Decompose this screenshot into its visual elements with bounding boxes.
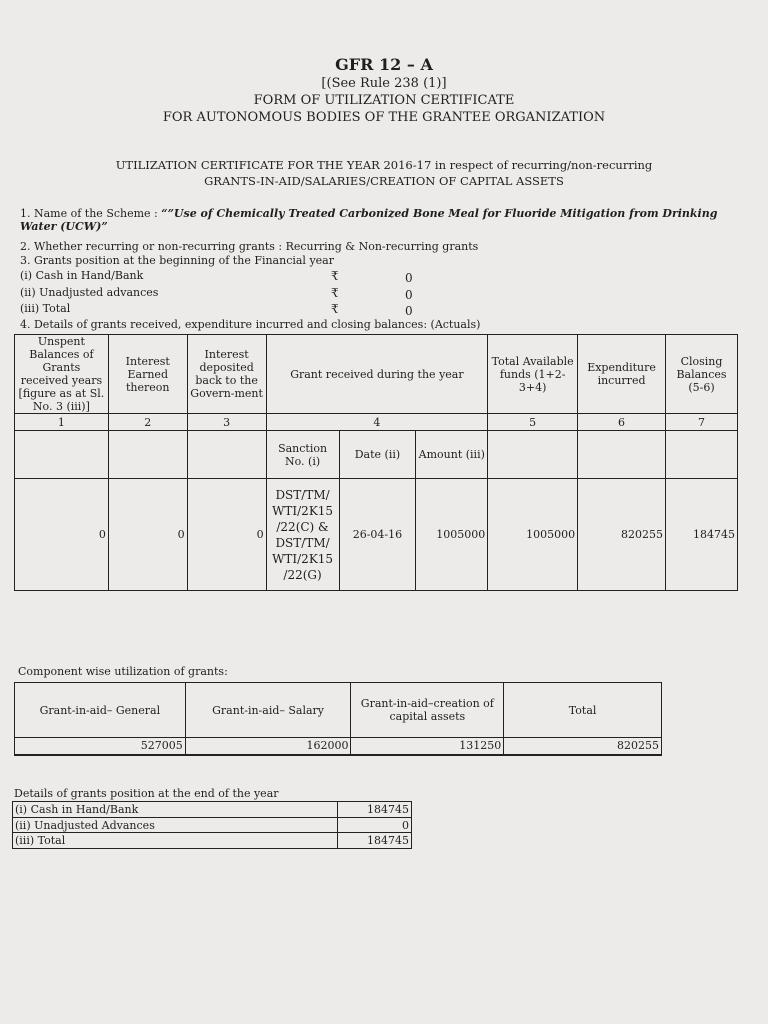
scheme-name-2: Water (UCW)” (20, 220, 108, 233)
col-number: 5 (488, 414, 578, 431)
total-value: 820255 (504, 738, 662, 755)
empty-cell (187, 431, 266, 479)
component-table (14, 682, 662, 756)
header-grant-received: Grant received during the year (266, 335, 488, 414)
empty-cell (666, 431, 738, 479)
header-interest-deposited: Interest deposited back to the Govern-ment (187, 335, 266, 414)
end-cash-label: (i) Cash in Hand/Bank (13, 802, 338, 818)
table-row (13, 802, 412, 818)
empty-cell (108, 431, 187, 479)
position-begin-label: 3. Grants position at the beginning of the Financial year (20, 254, 334, 267)
scheme-line (20, 207, 717, 220)
header-salary: Grant-in-aid– Salary (185, 683, 351, 738)
rupee-icon: ₹ (331, 269, 339, 283)
empty-cell (488, 431, 578, 479)
col-number: 3 (187, 414, 266, 431)
grant-date: 26-04-16 (339, 479, 416, 591)
scheme-label: 1. Name of the Scheme : (20, 207, 158, 220)
end-advances-label: (ii) Unadjusted Advances (13, 818, 338, 833)
scheme-name: “”Use of Chemically Treated Carbonized Bone Meal for Fluoride Mitigation from Drinking (161, 207, 718, 220)
header-capital: Grant-in-aid–creation of capital assets (351, 683, 504, 738)
sanction-number: DST/TM/ WTI/2K15 /22(C) & DST/TM/ WTI/2K15 /22(G) (266, 479, 339, 591)
end-total-value: 184745 (338, 833, 412, 849)
header-expenditure: Expenditure incurred (578, 335, 666, 414)
certificate-line-2: GRANTS-IN-AID/SALARIES/CREATION OF CAPITAL ASSETS (204, 174, 564, 188)
grant-type: 2. Whether recurring or non-recurring grants : Recurring & Non-recurring grants (20, 240, 479, 253)
empty-cell (15, 431, 109, 479)
grantee-line: FOR AUTONOMOUS BODIES OF THE GRANTEE ORGANIZATION (162, 110, 606, 125)
rule-reference: [(See Rule 238 (1)] (321, 76, 447, 91)
header-total-available: Total Available funds (1+2-3+4) (488, 335, 578, 414)
sub-header-amount: Amount (iii) (416, 431, 488, 479)
details-label: 4. Details of grants received, expenditure incurred and closing balances: (Actuals) (20, 318, 481, 331)
begin-advances-label: (ii) Unadjusted advances (20, 286, 159, 299)
col-number: 6 (578, 414, 666, 431)
begin-cash-value: 0 (405, 271, 413, 285)
capital-value: 131250 (351, 738, 504, 755)
begin-total-label: (iii) Total (20, 302, 71, 315)
header-general: Grant-in-aid– General (15, 683, 186, 738)
col-number: 1 (15, 414, 109, 431)
unspent-value: 0 (15, 479, 109, 591)
grant-amount: 1005000 (416, 479, 488, 591)
begin-cash-label: (i) Cash in Hand/Bank (20, 269, 144, 282)
end-advances-value: 0 (338, 818, 412, 833)
table-row (13, 818, 412, 833)
end-cash-value: 184745 (338, 802, 412, 818)
col-number: 4 (266, 414, 488, 431)
form-name: FORM OF UTILIZATION CERTIFICATE (253, 93, 515, 108)
form-title: GFR 12 – A (335, 55, 433, 74)
end-position-table (12, 801, 412, 849)
begin-advances-value: 0 (405, 288, 413, 302)
header-closing: Closing Balances (5-6) (666, 335, 738, 414)
header-unspent: Unspent Balances of Grants received years [figure as at Sl. No. 3 (iii)] (15, 335, 109, 414)
interest-deposited-value: 0 (187, 479, 266, 591)
end-position-label: Details of grants position at the end of the year (14, 787, 279, 800)
col-number: 2 (108, 414, 187, 431)
sub-header-date: Date (ii) (339, 431, 416, 479)
table-row (15, 738, 662, 755)
interest-earned-value: 0 (108, 479, 187, 591)
scheme-name-cont (20, 220, 108, 233)
certificate-line-1: UTILIZATION CERTIFICATE FOR THE YEAR 2016-17 in respect of recurring/non-recurring (115, 158, 653, 172)
closing-balance-value: 184745 (666, 479, 738, 591)
header-interest-earned: Interest Earned thereon (108, 335, 187, 414)
header-total: Total (504, 683, 662, 738)
table-row (15, 479, 738, 591)
sub-header-sanction: Sanction No. (i) (266, 431, 339, 479)
total-available-value: 1005000 (488, 479, 578, 591)
salary-value: 162000 (185, 738, 351, 755)
rupee-icon: ₹ (331, 302, 339, 316)
rupee-icon: ₹ (331, 286, 339, 300)
expenditure-value: 820255 (578, 479, 666, 591)
end-total-label: (iii) Total (13, 833, 338, 849)
begin-total-value: 0 (405, 304, 413, 318)
empty-cell (578, 431, 666, 479)
col-number: 7 (666, 414, 738, 431)
grants-table (14, 334, 738, 591)
component-label: Component wise utilization of grants: (18, 665, 228, 678)
general-value: 527005 (15, 738, 186, 755)
table-row (13, 833, 412, 849)
